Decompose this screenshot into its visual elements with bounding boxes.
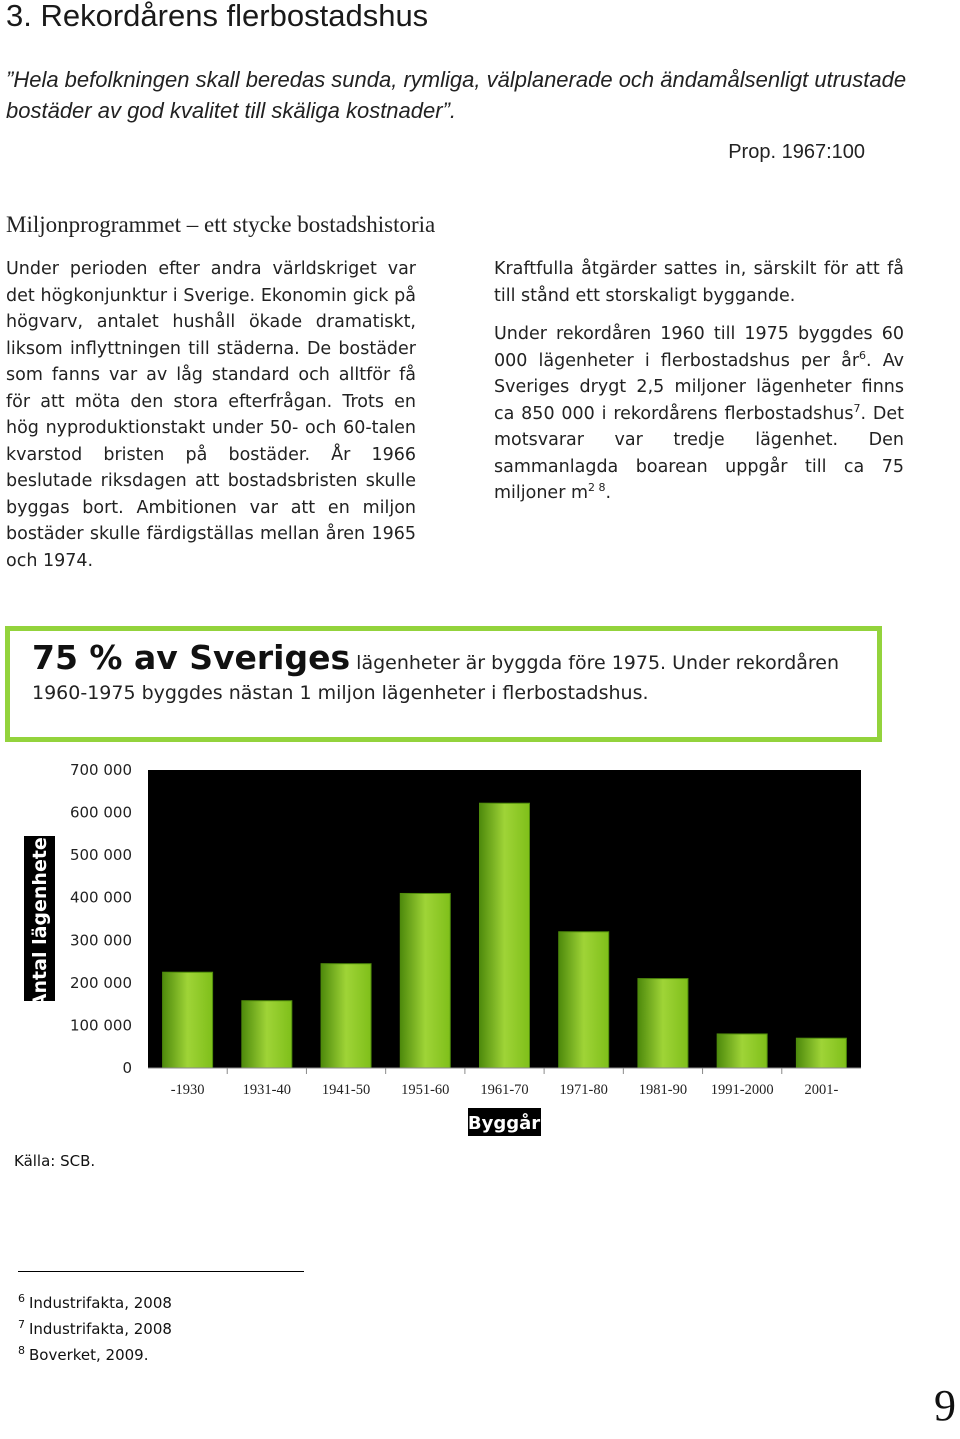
y-tick-label: 200 000 [69, 973, 132, 992]
bar [480, 803, 530, 1068]
left-paragraph: Under perioden efter andra världskriget var det högkonjunktur i Sverige. Ekonomin gick på högvarv, antalet hushåll ökade dramatiskt, liksom inflyttningen till städerna. De bostäder som fanns var av låg standard och alltför få för att möta den stora efterfrågan. Trots en hög nyproduktionstakt under 50- och 60-talen kvarstod bristen på bostäder. År 1966 beslutade riksdagen att bostadsbristen skulle byggas bort. Ambitionen var att en miljon bostäder skulle färdigställas mellan åren 1965 och 1974. [6, 259, 416, 571]
right-paragraph-2-part4: . [605, 483, 612, 503]
footnote-divider [18, 1271, 304, 1272]
page-number: 9 [934, 1381, 956, 1430]
y-tick-label: 600 000 [69, 803, 132, 822]
callout-rest: lägenheter är byggda före 1975. Under rekordåren 1960-1975 byggdes nästan 1 miljon lägenheter i flerbostadshus. [32, 652, 840, 704]
callout-highlight: 75 % av Sveriges [32, 638, 351, 677]
footnote-text: Industrifakta, 2008 [29, 1294, 172, 1312]
bar [163, 972, 213, 1068]
y-tick-label: 400 000 [69, 888, 132, 907]
chapter-title: 3. Rekordårens flerbostadshus [6, 0, 429, 33]
footnote-6 [18, 1294, 172, 1312]
right-paragraph-2-part3: . Det motsvarar var tredje lägenhet. Den sammanlagda boarean uppgår till ca 75 miljoner m [494, 403, 904, 503]
right-column [494, 256, 904, 507]
y-tick-label: 500 000 [69, 846, 132, 865]
y-tick-label: 300 000 [69, 931, 132, 950]
x-tick-label: 1961-70 [480, 1082, 529, 1098]
right-paragraph-2-part1: Under rekordåren 1960 till 1975 byggdes 60 000 lägenheter i flerbostadshus per år [494, 324, 904, 371]
bar-chart [0, 750, 960, 1150]
footnote-ref-8: 2 8 [588, 481, 606, 495]
x-tick-label: 1981-90 [638, 1082, 688, 1098]
footnote-text: Boverket, 2009. [29, 1346, 149, 1364]
footnote-ref-7: 7 [853, 401, 861, 415]
bar [638, 979, 688, 1068]
x-axis-title: Byggår [467, 1113, 541, 1134]
footnote-ref-6: 6 [859, 348, 867, 362]
quote-source: Prop. 1967:100 [728, 141, 865, 163]
y-axis-title: Antal lägenheter [29, 827, 51, 1009]
footnote-text: Industrifakta, 2008 [29, 1320, 172, 1338]
section-heading: Miljonprogrammet – ett stycke bostadshistoria [6, 212, 436, 237]
y-tick-label: 700 000 [69, 761, 132, 779]
bar [242, 1001, 292, 1068]
footnote-number: 7 [18, 1318, 25, 1331]
quote: ”Hela befolkningen skall beredas sunda, rymliga, välplanerade och ändamålsenligt utrustade bostäder av god kvalitet till skäliga kostnader”. [6, 67, 907, 123]
right-paragraph-1: Kraftfulla åtgärder sattes in, särskilt för att få till stånd ett storskaligt byggande. [494, 259, 904, 306]
x-tick-label: 2001- [804, 1082, 839, 1098]
right-paragraph-2-part2: . Av Sveriges drygt 2,5 miljoner lägenheter finns ca 850 000 i rekordårens flerbostadshus [494, 350, 904, 424]
x-tick-label: 1951-60 [401, 1082, 450, 1098]
y-tick-label: 100 000 [69, 1016, 132, 1035]
bar [717, 1034, 767, 1068]
bar [400, 893, 450, 1068]
source-label: Källa: SCB. [14, 1152, 96, 1170]
callout-box [5, 626, 882, 742]
bar [559, 932, 609, 1068]
x-tick-label: -1930 [170, 1082, 205, 1098]
bar [321, 964, 371, 1068]
x-tick-label: 1971-80 [559, 1082, 608, 1098]
footnote-number: 6 [18, 1292, 25, 1305]
left-column [6, 256, 416, 574]
y-tick-label: 0 [122, 1059, 132, 1077]
x-tick-label: 1931-40 [242, 1082, 292, 1098]
footnote-number: 8 [18, 1344, 25, 1357]
callout-text [32, 638, 862, 708]
x-tick-label: 1941-50 [321, 1082, 371, 1098]
x-tick-label: 1991-2000 [710, 1082, 774, 1098]
bar [796, 1038, 846, 1068]
footnote-8 [18, 1346, 148, 1364]
footnote-7 [18, 1320, 172, 1338]
right-paragraph-2 [494, 321, 904, 507]
